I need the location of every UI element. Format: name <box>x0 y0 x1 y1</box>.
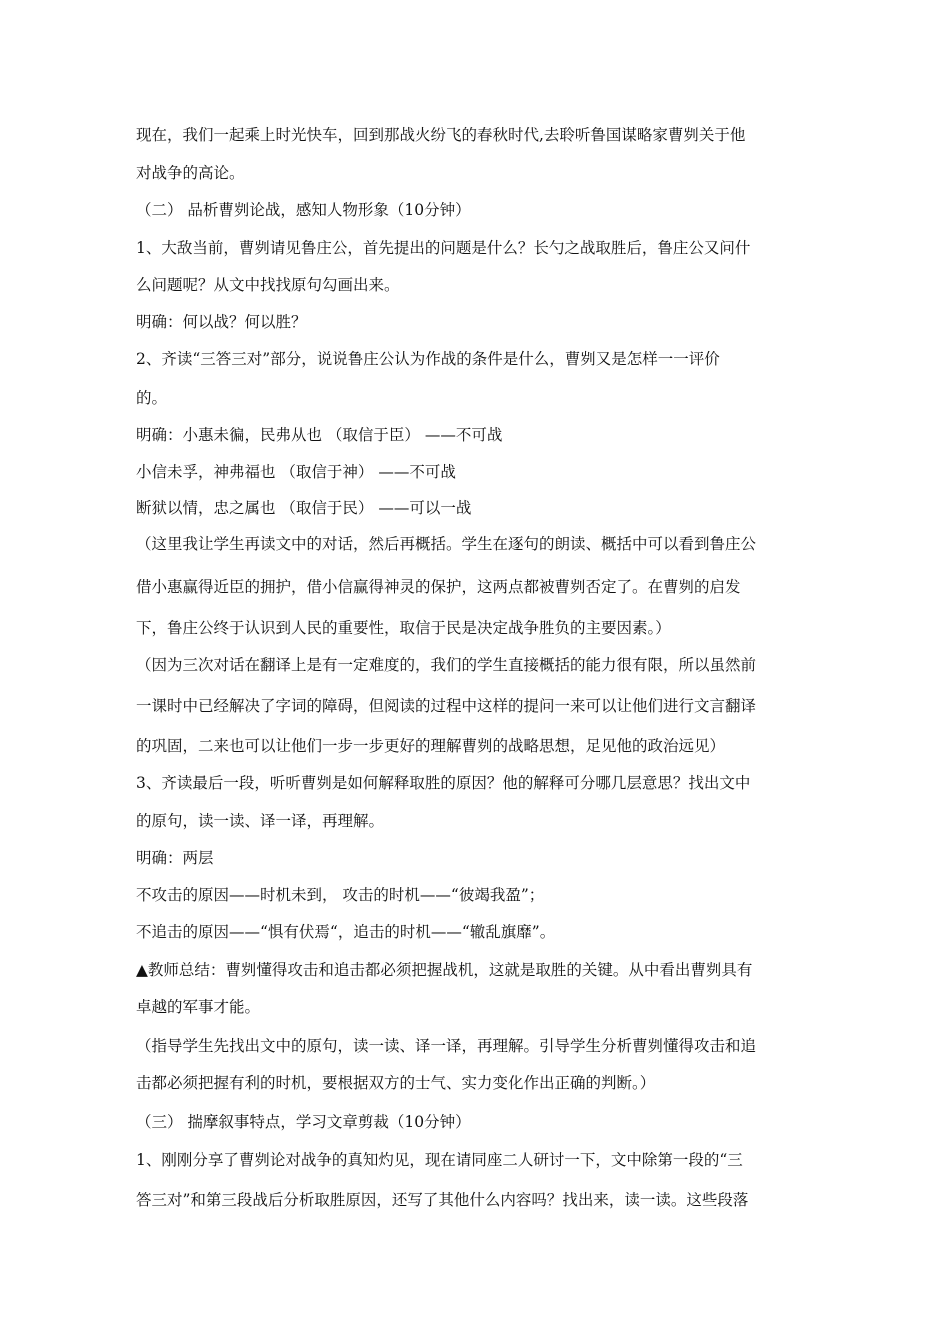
text-line: 1、刚刚分享了曹刿论对战争的真知灼见，现在请同座二人研讨一下，文中除第一段的“三 <box>136 1151 743 1169</box>
text-line: 明确：两层 <box>136 849 214 867</box>
text-line: ▲教师总结：曹刿懂得攻击和追击都必须把握战机，这就是取胜的关键。从中看出曹刿具有 <box>136 961 753 979</box>
text-line: 2、齐读“三答三对”部分，说说鲁庄公认为作战的条件是什么，曹刿又是怎样一一评价 <box>136 350 720 368</box>
text-line: 不追击的原因——“惧有伏焉“，追击的时机——“辙乱旗靡”。 <box>136 923 556 941</box>
text-line: 答三对”和第三段战后分析取胜原因，还写了其他什么内容吗？找出来，读一读。这些段落 <box>136 1191 749 1209</box>
text-line: 的巩固，二来也可以让他们一步一步更好的理解曹刿的战略思想，足见他的政治远见） <box>136 737 726 755</box>
text-line: 击都必须把握有利的时机，要根据双方的士气、实力变化作出正确的判断。） <box>136 1074 656 1092</box>
text-line: 的。 <box>136 389 168 407</box>
text-line: 断狱以情，忠之属也 （取信于民） ——可以一战 <box>136 499 472 517</box>
text-line: 对战争的高论。 <box>136 164 245 182</box>
text-line: 下，鲁庄公终于认识到人民的重要性，取信于民是决定战争胜负的主要因素。） <box>136 619 671 637</box>
text-line: （这里我让学生再读文中的对话，然后再概括。学生在逐句的朗读、概括中可以看到鲁庄公 <box>136 535 757 553</box>
section-heading: （二） 品析曹刿论战，感知人物形象（10分钟） <box>136 201 471 219</box>
text-line: 一课时中已经解决了字词的障碍，但阅读的过程中这样的提问一来可以让他们进行文言翻译 <box>136 697 757 715</box>
text-line: 3、齐读最后一段，听听曹刿是如何解释取胜的原因？他的解释可分哪几层意思？找出文中 <box>136 774 751 792</box>
text-line: 卓越的军事才能。 <box>136 998 261 1016</box>
text-line: （指导学生先找出文中的原句，读一读、译一译，再理解。引导学生分析曹刿懂得攻击和追 <box>136 1037 757 1055</box>
text-line: 不攻击的原因——时机未到， 攻击的时机——“彼竭我盈”； <box>136 886 545 904</box>
text-line: 的原句，读一读、译一译，再理解。 <box>136 812 385 830</box>
text-line: 小信未孚，神弗福也 （取信于神） ——不可战 <box>136 463 456 481</box>
text-line: 明确：小惠未徧，民弗从也 （取信于臣） ——不可战 <box>136 426 503 444</box>
section-heading: （三） 揣摩叙事特点，学习文章剪裁（10分钟） <box>136 1113 471 1131</box>
text-line: 明确：何以战？何以胜？ <box>136 313 307 331</box>
text-line: 1、大敌当前，曹刿请见鲁庄公，首先提出的问题是什么？长勺之战取胜后，鲁庄公又问什 <box>136 239 751 257</box>
text-line: 借小惠赢得近臣的拥护，借小信赢得神灵的保护，这两点都被曹刿否定了。在曹刿的启发 <box>136 578 741 596</box>
text-line: （因为三次对话在翻译上是有一定难度的，我们的学生直接概括的能力很有限，所以虽然前 <box>136 656 757 674</box>
text-line: 么问题呢？从文中找找原句勾画出来。 <box>136 276 400 294</box>
text-line: 现在，我们一起乘上时光快车，回到那战火纷飞的春秋时代,去聆听鲁国谋略家曹刿关于他 <box>136 126 746 144</box>
